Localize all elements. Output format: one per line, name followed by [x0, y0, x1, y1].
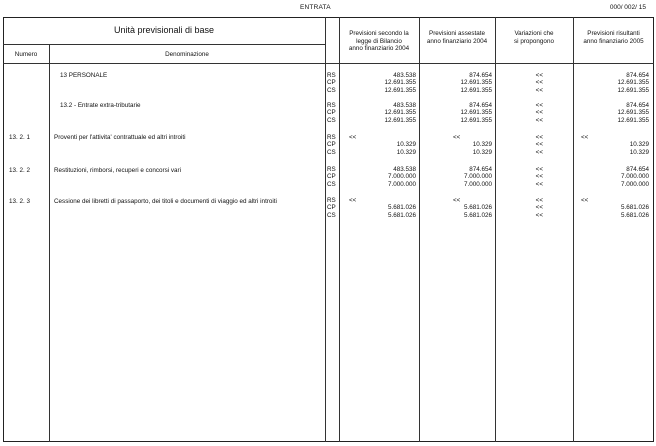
column-header-prev-assestate — [419, 30, 495, 45]
row-denominazione: 13.2 - Entrate extra-tributarie — [60, 102, 141, 109]
column-header-prev-risultanti — [573, 30, 654, 45]
table-row-group — [327, 197, 654, 219]
value-bilancio: 12.691.355 — [384, 116, 416, 124]
value-bilancio: 483.538 — [393, 102, 416, 109]
value-variazioni: << — [535, 72, 543, 79]
column-header-prev-bilancio — [339, 30, 419, 53]
value-variazioni: << — [535, 180, 543, 188]
table-row — [327, 204, 654, 211]
row-numero: 13. 2. 1 — [9, 134, 31, 141]
value-bilancio: 12.691.355 — [384, 109, 416, 117]
column-header-variazioni — [495, 30, 573, 45]
header-line: si propongono — [514, 37, 554, 45]
value-bilancio: 5.681.026 — [387, 204, 416, 212]
document-title: ENTRATA — [300, 4, 331, 11]
value-bilancio: 10.329 — [396, 141, 416, 149]
line-type: CP — [327, 79, 336, 87]
value-assestate: 874.654 — [469, 72, 492, 79]
line-type: CP — [327, 173, 336, 181]
value-assestate: 12.691.355 — [460, 109, 492, 117]
table-row-group — [327, 72, 654, 94]
header-line: Previsioni secondo la — [349, 30, 409, 37]
header-line: anno finanziario 2005 — [583, 37, 644, 45]
value-assestate: << — [453, 197, 461, 204]
header-bottom-line — [3, 63, 654, 64]
value-bilancio: 483.538 — [393, 72, 416, 79]
value-assestate: 12.691.355 — [460, 86, 492, 94]
value-variazioni: << — [535, 116, 543, 124]
table-row — [327, 141, 654, 148]
value-assestate: 7.000.000 — [463, 173, 492, 181]
row-numero: 13. 2. 2 — [9, 167, 31, 174]
line-type: CS — [327, 180, 336, 188]
value-bilancio: 5.681.026 — [387, 211, 416, 219]
table-row-group — [327, 134, 654, 156]
line-type: RS — [327, 166, 336, 173]
table-row-group — [327, 102, 654, 124]
value-variazioni: << — [535, 109, 543, 117]
line-type: RS — [327, 134, 336, 141]
row-denominazione: Restituzioni, rimborsi, recuperi e concorsi vari — [54, 167, 182, 174]
value-risultanti: << — [581, 197, 589, 204]
table-row — [327, 109, 654, 116]
column-header-denominazione: Denominazione — [165, 51, 209, 58]
value-bilancio: 10.329 — [396, 148, 416, 156]
header-line: anno finanziario 2004 — [426, 37, 488, 45]
value-risultanti: 7.000.000 — [620, 180, 649, 188]
value-risultanti: 12.691.355 — [617, 86, 649, 94]
divider-denominazione — [325, 17, 326, 442]
table-row — [327, 79, 654, 86]
value-bilancio: 12.691.355 — [384, 86, 416, 94]
value-assestate: << — [453, 134, 461, 141]
value-variazioni: << — [535, 211, 543, 219]
value-variazioni: << — [535, 173, 543, 181]
row-denominazione: 13 PERSONALE — [60, 72, 108, 79]
value-risultanti: 12.691.355 — [617, 79, 649, 87]
row-denominazione: Cessione dei libretti di passaporto, dei titoli e documenti di viaggio ed altri introiti — [54, 198, 277, 205]
row-numero: 13. 2. 3 — [9, 198, 31, 205]
divider-numero — [49, 44, 50, 442]
header-line: Previsioni risultanti — [587, 30, 640, 37]
value-assestate: 12.691.355 — [460, 116, 492, 124]
table-row — [327, 181, 654, 188]
table-row — [327, 102, 654, 109]
value-risultanti: 12.691.355 — [617, 109, 649, 117]
value-assestate: 10.329 — [472, 148, 492, 156]
value-variazioni: << — [535, 134, 543, 141]
line-type: CP — [327, 204, 336, 212]
value-bilancio: << — [349, 197, 357, 204]
value-assestate: 874.654 — [469, 166, 492, 173]
value-bilancio: 7.000.000 — [387, 173, 416, 181]
table-row-group — [327, 166, 654, 188]
line-type: CS — [327, 148, 336, 156]
header-line: Variazioni che — [514, 30, 554, 37]
value-assestate: 7.000.000 — [463, 180, 492, 188]
table-row — [327, 166, 654, 173]
value-variazioni: << — [535, 148, 543, 156]
line-type: RS — [327, 102, 336, 109]
value-risultanti: 5.681.026 — [620, 204, 649, 212]
table-row — [327, 197, 654, 204]
value-variazioni: << — [535, 102, 543, 109]
value-bilancio: 483.538 — [393, 166, 416, 173]
value-risultanti: 874.654 — [626, 72, 649, 79]
value-variazioni: << — [535, 141, 543, 149]
value-variazioni: << — [535, 79, 543, 87]
line-type: RS — [327, 197, 336, 204]
header-line: legge di Bilancio — [356, 37, 402, 45]
table-row — [327, 117, 654, 124]
value-risultanti: 12.691.355 — [617, 116, 649, 124]
value-assestate: 10.329 — [472, 141, 492, 149]
table-row — [327, 173, 654, 180]
line-type: CS — [327, 116, 336, 124]
value-risultanti: 874.654 — [626, 102, 649, 109]
column-header-main: Unità previsionali di base — [113, 25, 215, 35]
table-row — [327, 72, 654, 79]
value-bilancio: 7.000.000 — [387, 180, 416, 188]
header-split-line — [3, 44, 325, 45]
table-row — [327, 212, 654, 219]
line-type: RS — [327, 72, 336, 79]
value-risultanti: 5.681.026 — [620, 211, 649, 219]
value-variazioni: << — [535, 204, 543, 212]
line-type: CP — [327, 141, 336, 149]
value-assestate: 5.681.026 — [463, 211, 492, 219]
value-bilancio: << — [349, 134, 357, 141]
line-type: CP — [327, 109, 336, 117]
column-header-numero: Numero — [14, 51, 38, 58]
value-risultanti: << — [581, 134, 589, 141]
table-row — [327, 149, 654, 156]
line-type: CS — [327, 86, 336, 94]
value-risultanti: 10.329 — [629, 148, 649, 156]
value-risultanti: 7.000.000 — [620, 173, 649, 181]
value-bilancio: 12.691.355 — [384, 79, 416, 87]
header-line: anno finanziario 2004 — [348, 45, 410, 53]
table-row — [327, 134, 654, 141]
page-reference: 000/ 002/ 15 — [609, 4, 646, 11]
value-risultanti: 10.329 — [629, 141, 649, 149]
value-assestate: 12.691.355 — [460, 79, 492, 87]
value-variazioni: << — [535, 197, 543, 204]
value-assestate: 5.681.026 — [463, 204, 492, 212]
value-variazioni: << — [535, 86, 543, 94]
row-denominazione: Proventi per l'attivita' contrattuale ed altri introiti — [54, 134, 186, 141]
value-variazioni: << — [535, 166, 543, 173]
table-row — [327, 87, 654, 94]
line-type: CS — [327, 211, 336, 219]
header-line: Previsioni assestate — [429, 30, 485, 37]
value-assestate: 874.654 — [469, 102, 492, 109]
value-risultanti: 874.654 — [626, 166, 649, 173]
